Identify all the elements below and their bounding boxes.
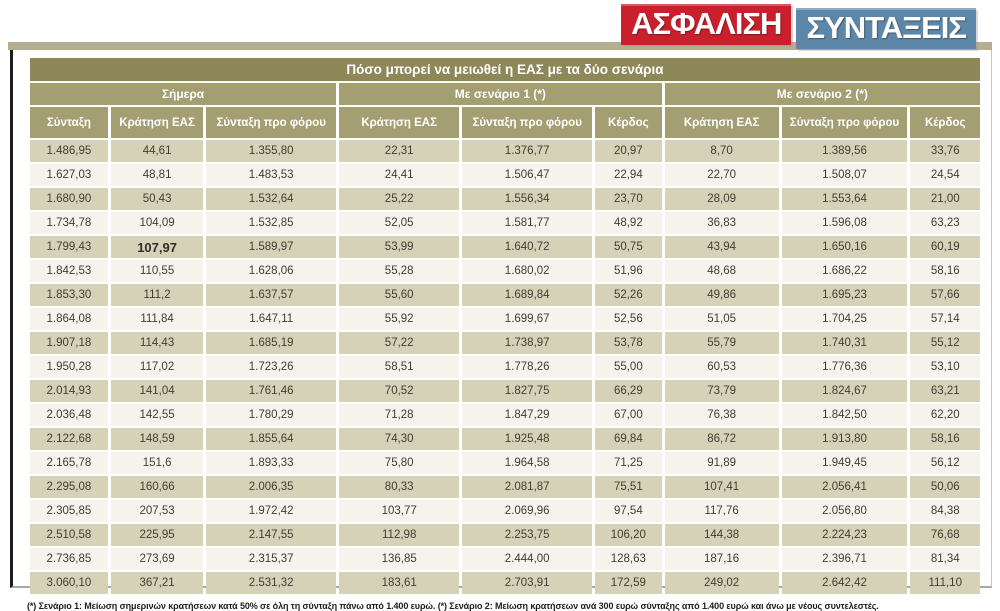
table-title-row [30, 58, 980, 81]
column-header: Σύνταξη [30, 107, 108, 138]
table-cell: 57,14 [910, 308, 980, 330]
table-cell: 28,09 [665, 188, 779, 210]
table-cell: 56,12 [910, 452, 980, 474]
table-cell: 1.855,64 [206, 428, 336, 450]
table-row [30, 188, 980, 210]
column-header: Κέρδος [910, 107, 980, 138]
table-cell: 225,95 [111, 524, 204, 546]
table-cell: 55,92 [339, 308, 459, 330]
table-cell: 1.949,45 [782, 452, 908, 474]
table-cell: 367,21 [111, 572, 204, 594]
table-clipping-frame [10, 50, 992, 611]
table-cell: 207,53 [111, 500, 204, 522]
table-row [30, 260, 980, 282]
table-row [30, 452, 980, 474]
table-cell: 1.827,75 [462, 380, 592, 402]
table-cell: 2.305,85 [30, 500, 108, 522]
table-cell: 1.628,06 [206, 260, 336, 282]
table-cell: 53,99 [339, 236, 459, 258]
table-cell: 52,05 [339, 212, 459, 234]
table-cell: 1.853,30 [30, 284, 108, 306]
table-cell: 2.122,68 [30, 428, 108, 450]
table-cell: 183,61 [339, 572, 459, 594]
table-cell: 69,84 [595, 428, 662, 450]
table-cell: 57,66 [910, 284, 980, 306]
table-cell: 67,00 [595, 404, 662, 426]
table-cell: 128,63 [595, 548, 662, 570]
table-cell: 73,79 [665, 380, 779, 402]
table-cell: 142,55 [111, 404, 204, 426]
table-cell: 51,05 [665, 308, 779, 330]
table-cell: 136,85 [339, 548, 459, 570]
table-cell: 2.510,58 [30, 524, 108, 546]
table-row [30, 524, 980, 546]
table-cell: 1.699,67 [462, 308, 592, 330]
table-cell: 112,98 [339, 524, 459, 546]
column-header: Κράτηση ΕΑΣ [339, 107, 459, 138]
table-cell: 84,38 [910, 500, 980, 522]
table-cell: 1.734,78 [30, 212, 108, 234]
footnote: (*) Σενάριο 1: Μείωση σημερινών κρατήσεων κατά 50% σε όλη τη σύνταξη πάνω από 1.400 ευρώ. (*) Σενάριο 2: Μείωση κρατήσεων ανά 300 ευρώ σύνταξης από 1.400 ευρώ και άνω με νέους συντελεστές. [27, 601, 879, 611]
table-cell: 80,33 [339, 476, 459, 498]
table-cell: 55,28 [339, 260, 459, 282]
table-row [30, 140, 980, 162]
table-cell: 2.736,85 [30, 548, 108, 570]
table-cell: 20,97 [595, 140, 662, 162]
table-cell: 1.355,80 [206, 140, 336, 162]
table-cell: 2.315,37 [206, 548, 336, 570]
table-cell: 86,72 [665, 428, 779, 450]
table-cell: 36,83 [665, 212, 779, 234]
table-cell: 2.531,32 [206, 572, 336, 594]
table-cell: 70,52 [339, 380, 459, 402]
table-cell: 97,54 [595, 500, 662, 522]
table-cell: 57,22 [339, 332, 459, 354]
table-cell: 172,59 [595, 572, 662, 594]
table-row [30, 380, 980, 402]
table-cell: 2.165,78 [30, 452, 108, 474]
table-cell: 1.680,90 [30, 188, 108, 210]
column-header: Σύνταξη προ φόρου [462, 107, 592, 138]
table-cell: 25,22 [339, 188, 459, 210]
table-cell: 58,51 [339, 356, 459, 378]
publication-logo [621, 4, 976, 49]
table-cell: 2.081,87 [462, 476, 592, 498]
table-cell: 1.964,58 [462, 452, 592, 474]
logo-syntaxeis: ΣΥΝΤΑΞΕΙΣ [796, 8, 976, 49]
table-cell: 2.253,75 [462, 524, 592, 546]
table-cell: 1.925,48 [462, 428, 592, 450]
table-cell: 1.581,77 [462, 212, 592, 234]
table-cell: 1.893,33 [206, 452, 336, 474]
table-cell: 117,76 [665, 500, 779, 522]
table-body [30, 140, 980, 594]
table-cell: 111,2 [111, 284, 204, 306]
table-cell: 1.704,25 [782, 308, 908, 330]
table-cell: 106,20 [595, 524, 662, 546]
table-cell: 1.508,07 [782, 164, 908, 186]
table-row [30, 500, 980, 522]
table-cell: 1.556,34 [462, 188, 592, 210]
table-cell: 24,41 [339, 164, 459, 186]
table-cell: 1.680,02 [462, 260, 592, 282]
table-row [30, 548, 980, 570]
table-cell: 144,38 [665, 524, 779, 546]
table-cell: 273,69 [111, 548, 204, 570]
table-cell: 103,77 [339, 500, 459, 522]
table-row [30, 476, 980, 498]
table-cell: 1.689,84 [462, 284, 592, 306]
table-cell: 2.444,00 [462, 548, 592, 570]
table-row [30, 236, 980, 258]
table-cell: 62,20 [910, 404, 980, 426]
table-cell: 50,43 [111, 188, 204, 210]
table-cell: 50,75 [595, 236, 662, 258]
table-cell: 1.907,18 [30, 332, 108, 354]
table-cell: 1.596,08 [782, 212, 908, 234]
table-cell: 2.396,71 [782, 548, 908, 570]
table-cell: 1.972,42 [206, 500, 336, 522]
table-row [30, 356, 980, 378]
table-cell: 1.824,67 [782, 380, 908, 402]
table-cell: 58,16 [910, 260, 980, 282]
table-cell: 1.553,64 [782, 188, 908, 210]
table-cell: 66,29 [595, 380, 662, 402]
table-cell: 1.685,19 [206, 332, 336, 354]
group-header: Με σενάριο 2 (*) [665, 83, 980, 105]
table-cell: 1.842,53 [30, 260, 108, 282]
table-cell: 75,51 [595, 476, 662, 498]
table-row [30, 308, 980, 330]
table-cell: 187,16 [665, 548, 779, 570]
table-cell: 111,10 [910, 572, 980, 594]
table-cell: 76,68 [910, 524, 980, 546]
table-cell: 8,70 [665, 140, 779, 162]
table-title: Πόσο μπορεί να μειωθεί η ΕΑΣ με τα δύο σενάρια [30, 58, 980, 81]
table-cell: 51,96 [595, 260, 662, 282]
table-cell: 23,70 [595, 188, 662, 210]
table-cell: 1.740,31 [782, 332, 908, 354]
table-row [30, 284, 980, 306]
table-cell: 52,56 [595, 308, 662, 330]
table-cell: 2.056,41 [782, 476, 908, 498]
table-cell: 1.950,28 [30, 356, 108, 378]
table-cell: 1.776,36 [782, 356, 908, 378]
table-row [30, 164, 980, 186]
table-cell: 48,92 [595, 212, 662, 234]
table-cell: 53,78 [595, 332, 662, 354]
table-cell: 2.069,96 [462, 500, 592, 522]
table-row [30, 212, 980, 234]
table-cell: 2.703,91 [462, 572, 592, 594]
table-cell: 74,30 [339, 428, 459, 450]
table-row [30, 332, 980, 354]
table-cell: 60,53 [665, 356, 779, 378]
logo-asfalisi: ΑΣΦΑΛΙΣΗ [621, 4, 791, 45]
table-cell: 60,19 [910, 236, 980, 258]
table-cell: 1.738,97 [462, 332, 592, 354]
table-cell: 91,89 [665, 452, 779, 474]
table-cell: 55,60 [339, 284, 459, 306]
table-cell: 2.014,93 [30, 380, 108, 402]
group-header: Σήμερα [30, 83, 336, 105]
column-header: Κράτηση ΕΑΣ [665, 107, 779, 138]
table-cell: 1.650,16 [782, 236, 908, 258]
table-cell: 1.483,53 [206, 164, 336, 186]
table-cell: 2.642,42 [782, 572, 908, 594]
table-cell: 22,70 [665, 164, 779, 186]
table-cell: 44,61 [111, 140, 204, 162]
table-wrap [13, 50, 991, 596]
table-cell: 48,81 [111, 164, 204, 186]
table-cell: 81,34 [910, 548, 980, 570]
table-cell: 107,97 [111, 236, 204, 258]
table-cell: 55,12 [910, 332, 980, 354]
table-cell: 114,43 [111, 332, 204, 354]
table-cell: 117,02 [111, 356, 204, 378]
table-row [30, 428, 980, 450]
table-cell: 2.006,35 [206, 476, 336, 498]
table-cell: 71,25 [595, 452, 662, 474]
table-cell: 55,00 [595, 356, 662, 378]
table-row [30, 404, 980, 426]
table-cell: 1.778,26 [462, 356, 592, 378]
table-cell: 55,79 [665, 332, 779, 354]
table-cell: 75,80 [339, 452, 459, 474]
table-cell: 151,6 [111, 452, 204, 474]
table-cell: 49,86 [665, 284, 779, 306]
table-cell: 52,26 [595, 284, 662, 306]
table-cell: 1.686,22 [782, 260, 908, 282]
table-cell: 1.799,43 [30, 236, 108, 258]
table-cell: 107,41 [665, 476, 779, 498]
table-cell: 160,66 [111, 476, 204, 498]
column-header: Σύνταξη προ φόρου [782, 107, 908, 138]
table-cell: 249,02 [665, 572, 779, 594]
table-cell: 22,94 [595, 164, 662, 186]
table-cell: 1.864,08 [30, 308, 108, 330]
table-cell: 33,76 [910, 140, 980, 162]
table-cell: 2.147,55 [206, 524, 336, 546]
table-cell: 22,31 [339, 140, 459, 162]
table-cell: 1.761,46 [206, 380, 336, 402]
table-cell: 2.056,80 [782, 500, 908, 522]
table-cell: 50,06 [910, 476, 980, 498]
table-cell: 1.506,47 [462, 164, 592, 186]
table-cell: 1.532,64 [206, 188, 336, 210]
table-cell: 21,00 [910, 188, 980, 210]
table-cell: 1.532,85 [206, 212, 336, 234]
column-header: Κράτηση ΕΑΣ [111, 107, 204, 138]
table-cell: 1.376,77 [462, 140, 592, 162]
table-cell: 1.842,50 [782, 404, 908, 426]
table-cell: 76,38 [665, 404, 779, 426]
column-header-row [30, 107, 980, 138]
table-cell: 1.486,95 [30, 140, 108, 162]
table-cell: 48,68 [665, 260, 779, 282]
table-cell: 1.913,80 [782, 428, 908, 450]
table-cell: 111,84 [111, 308, 204, 330]
group-header-row [30, 83, 980, 105]
table-cell: 2.036,48 [30, 404, 108, 426]
table-cell: 1.627,03 [30, 164, 108, 186]
column-header: Κέρδος [595, 107, 662, 138]
table-cell: 71,28 [339, 404, 459, 426]
table-cell: 24,54 [910, 164, 980, 186]
table-cell: 43,94 [665, 236, 779, 258]
table-cell: 141,04 [111, 380, 204, 402]
table-cell: 1.637,57 [206, 284, 336, 306]
table-row [30, 572, 980, 594]
table-cell: 104,09 [111, 212, 204, 234]
table-cell: 2.295,08 [30, 476, 108, 498]
table-cell: 1.847,29 [462, 404, 592, 426]
table-cell: 63,21 [910, 380, 980, 402]
table-cell: 3.060,10 [30, 572, 108, 594]
table-cell: 1.589,97 [206, 236, 336, 258]
table-cell: 63,23 [910, 212, 980, 234]
group-header: Με σενάριο 1 (*) [339, 83, 662, 105]
table-cell: 1.780,29 [206, 404, 336, 426]
table-cell: 1.723,26 [206, 356, 336, 378]
table-cell: 53,10 [910, 356, 980, 378]
column-header: Σύνταξη προ φόρου [206, 107, 336, 138]
table-cell: 1.647,11 [206, 308, 336, 330]
table-cell: 1.640,72 [462, 236, 592, 258]
eas-scenarios-table [27, 56, 983, 596]
table-cell: 2.224,23 [782, 524, 908, 546]
table-cell: 148,59 [111, 428, 204, 450]
table-cell: 1.695,23 [782, 284, 908, 306]
table-cell: 1.389,56 [782, 140, 908, 162]
table-cell: 58,16 [910, 428, 980, 450]
table-cell: 110,55 [111, 260, 204, 282]
